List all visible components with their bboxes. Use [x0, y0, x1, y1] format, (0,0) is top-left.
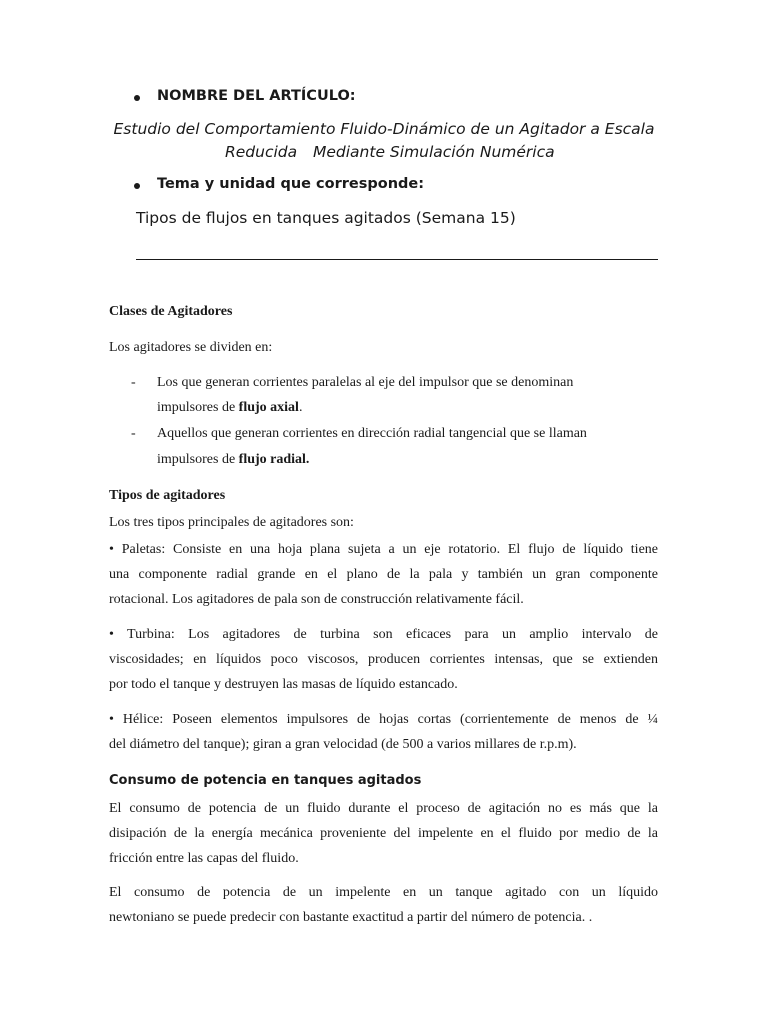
article-title-line1: Estudio del Comportamiento Fluido-Dinámico de un Agitador a Escala [113, 120, 655, 138]
tipos-intro: Los tres tipos principales de agitadores son: [109, 515, 354, 530]
dash-marker: - [131, 426, 136, 441]
consumo-paragraph-1 [109, 801, 658, 876]
paragraph-line: rotacional. Los agitadores de pala son de construcción relativamente fácil. [109, 592, 524, 607]
helice-paragraph [109, 712, 658, 762]
paragraph-line: disipación de la energía mecánica proveniente del impelente en el fluido por medio de la [109, 826, 658, 841]
paletas-paragraph [109, 542, 658, 617]
bullet-icon [134, 183, 140, 189]
dash-marker: - [131, 375, 136, 390]
article-name-heading: NOMBRE DEL ARTÍCULO: [157, 88, 356, 104]
article-title-line2-a: Reducida [225, 143, 298, 161]
paragraph-line: • Hélice: Poseen elementos impulsores de hojas cortas (corrientemente de menos de ¼ [109, 712, 658, 727]
clases-intro: Los agitadores se dividen en: [109, 340, 273, 355]
clases-item1-line1: Los que generan corrientes paralelas al eje del impulsor que se denominan [157, 375, 574, 390]
paragraph-line: por todo el tanque y destruyen las masas de líquido estancado. [109, 677, 458, 692]
clases-heading: Clases de Agitadores [109, 304, 233, 319]
tipos-heading: Tipos de agitadores [109, 488, 226, 503]
consumo-paragraph-2 [109, 885, 658, 935]
clases-item2-line1: Aquellos que generan corrientes en dirección radial tangencial que se llaman [157, 426, 587, 441]
topic-text: Tipos de flujos en tanques agitados (Semana 15) [136, 209, 516, 227]
clases-item1-line2: impulsores de flujo axial. [157, 400, 303, 415]
turbina-paragraph [109, 627, 658, 702]
article-title-line2-b: Mediante Simulación Numérica [313, 143, 555, 161]
clases-item2-line2: impulsores de flujo radial. [157, 452, 310, 467]
paragraph-line: • Turbina: Los agitadores de turbina son eficaces para un amplio intervalo de [109, 627, 658, 642]
bullet-icon [134, 95, 140, 101]
paragraph-line: fricción entre las capas del fluido. [109, 851, 299, 866]
consumo-heading: Consumo de potencia en tanques agitados [109, 773, 422, 788]
paragraph-line: • Paletas: Consiste en una hoja plana sujeta a un eje rotatorio. El flujo de líquido tiene [109, 542, 658, 557]
paragraph-line: del diámetro del tanque); giran a gran velocidad (de 500 a varios millares de r.p.m). [109, 737, 577, 752]
paragraph-line: El consumo de potencia de un fluido durante el proceso de agitación no es más que la [109, 801, 658, 816]
paragraph-line: viscosidades; en líquidos poco viscosos, producen corrientes intensas, que se extienden [109, 652, 658, 667]
paragraph-line: una componente radial grande en el plano de la pala y también un gran componente [109, 567, 658, 582]
paragraph-line: El consumo de potencia de un impelente en un tanque agitado con un líquido [109, 885, 658, 900]
section-divider [136, 259, 658, 260]
paragraph-line: newtoniano se puede predecir con bastante exactitud a partir del número de potencia. . [109, 910, 593, 925]
topic-heading: Tema y unidad que corresponde: [157, 176, 425, 192]
